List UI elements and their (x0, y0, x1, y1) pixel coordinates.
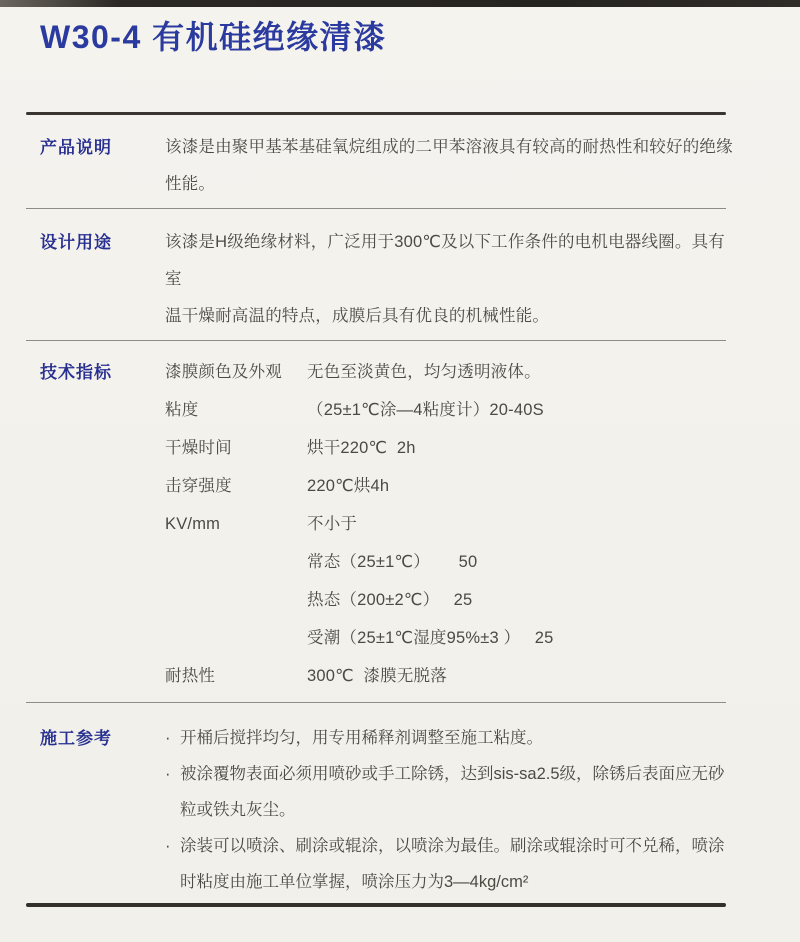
spec-row-drying-time (165, 430, 738, 468)
divider-thin (26, 702, 726, 703)
bullet-dot: · (165, 837, 171, 855)
spec-name: 粘度 (165, 401, 199, 419)
bullet-text (180, 720, 738, 756)
spec-row-normal-state (165, 544, 738, 582)
spec-row-damp-state (165, 620, 738, 658)
section-label-product-description: 产品说明 (40, 138, 112, 157)
body-line: 温干燥耐高温的特点，成膜后具有优良的机械性能。 (165, 307, 550, 325)
spec-row-film-color (165, 354, 738, 392)
spec-value: （25±1℃涂—4粘度计）20-40S (307, 401, 544, 419)
spec-name: 漆膜颜色及外观 (165, 363, 282, 381)
spec-name (165, 620, 307, 658)
bullet-line: 涂装可以喷涂、刷涂或辊涂，以喷涂为最佳。刷涂或辊涂时可不兑稀，喷涂 (180, 837, 725, 855)
spec-name (165, 544, 307, 582)
body-line: 性能。 (165, 175, 216, 193)
section-body-design-use (165, 224, 738, 335)
section-body-product-description (165, 129, 738, 203)
page-title: W30-4 有机硅绝缘清漆 (40, 19, 387, 55)
spec-row-breakdown-strength (165, 468, 738, 506)
section-technical-specs (40, 354, 738, 696)
spec-value: 烘干220℃ 2h (307, 439, 416, 457)
spec-name: 击穿强度 (165, 477, 232, 495)
bullet-line: 粒或铁丸灰尘。 (180, 801, 296, 819)
bullet-line: 被涂覆物表面必须用喷砂或手工除锈，达到sis-sa2.5级，除锈后表面应无砂 (180, 765, 725, 783)
spec-value: 热态（200±2℃） 25 (307, 591, 473, 609)
bullet-text (180, 756, 738, 828)
bullet-line: 时粘度由施工单位掌握，喷涂压力为3—4kg/cm² (180, 873, 529, 891)
spec-table (165, 354, 738, 696)
divider-thick-bottom (26, 903, 726, 907)
section-label-technical-specs: 技术指标 (40, 363, 112, 382)
scan-edge-shadow (0, 0, 800, 7)
spec-name: 耐热性 (165, 667, 216, 685)
spec-row-kv-mm (165, 506, 738, 544)
body-line: 该漆是H级绝缘材料，广泛用于300℃及以下工作条件的电机电器线圈。具有室 (165, 233, 725, 288)
section-design-use (40, 224, 738, 335)
construction-note-item (165, 756, 738, 828)
section-label-construction-reference: 施工参考 (40, 729, 112, 748)
construction-note-item (165, 828, 738, 900)
spec-row-heat-resistance (165, 658, 738, 696)
spec-name: KV/mm (165, 515, 221, 533)
section-product-description (40, 129, 738, 203)
bullet-dot: · (165, 729, 171, 747)
bullet-line: 开桶后搅拌均匀，用专用稀释剂调整至施工粘度。 (180, 729, 543, 747)
construction-note-item (165, 720, 738, 756)
spec-value: 220℃烘4h (307, 477, 390, 495)
divider-thin (26, 208, 726, 209)
section-label-design-use: 设计用途 (40, 233, 112, 252)
divider-thick-top (26, 112, 726, 115)
spec-value: 常态（25±1℃） 50 (307, 553, 478, 571)
spec-value: 无色至淡黄色，均匀透明液体。 (307, 363, 541, 381)
bullet-dot: · (165, 765, 171, 783)
spec-value: 受潮（25±1℃湿度95%±3 ） 25 (307, 629, 554, 647)
spec-value: 300℃ 漆膜无脱落 (307, 667, 447, 685)
spec-value: 不小于 (307, 515, 358, 533)
spec-name (165, 582, 307, 620)
spec-row-hot-state (165, 582, 738, 620)
spec-row-viscosity (165, 392, 738, 430)
construction-notes (165, 720, 738, 900)
divider-thin (26, 340, 726, 341)
section-construction-reference (40, 720, 738, 900)
spec-name: 干燥时间 (165, 439, 232, 457)
body-line: 该漆是由聚甲基苯基硅氧烷组成的二甲苯溶液具有较高的耐热性和较好的绝缘 (165, 138, 733, 156)
bullet-text (180, 828, 738, 900)
